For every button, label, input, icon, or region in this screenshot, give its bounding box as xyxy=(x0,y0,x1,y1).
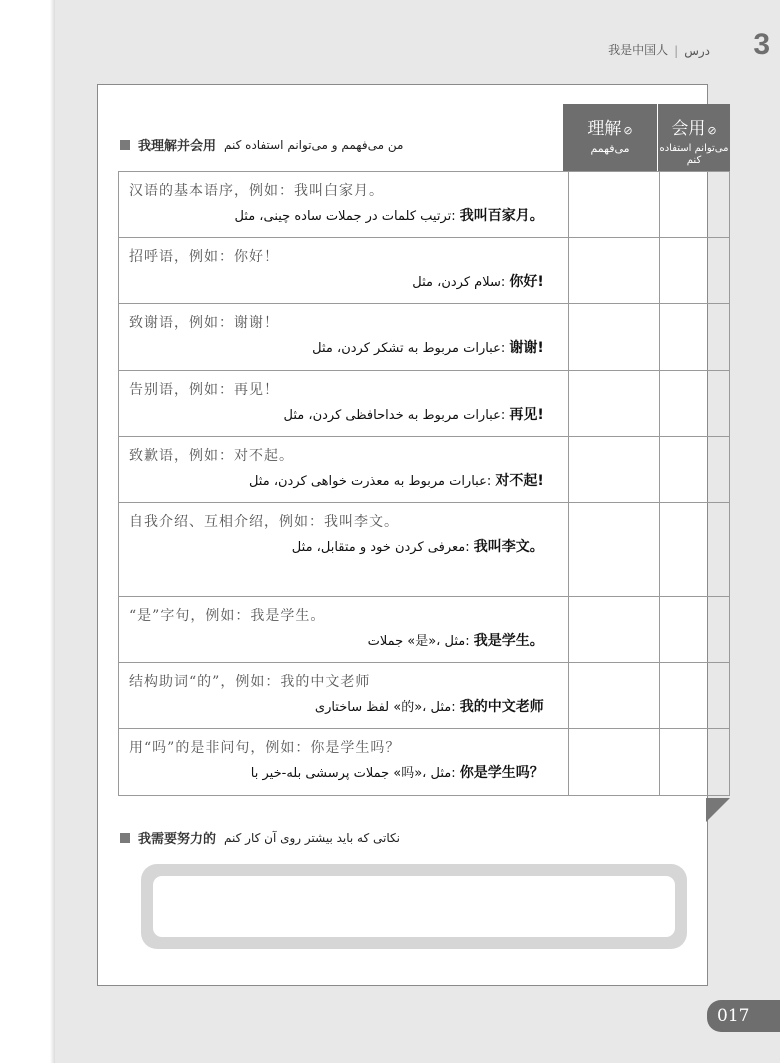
row-fa-label: سلام کردن، مثل: xyxy=(412,275,506,290)
use-label-cn: 会用 xyxy=(671,119,706,139)
check-circle-icon: ⊘ xyxy=(707,124,717,137)
row-fa-label: لفظ ساختاری «的»، مثل: xyxy=(314,700,456,715)
row-text-cn: 自我介绍、互相介绍，例如：我叫李文。 xyxy=(129,514,399,530)
row-text-cn: “是”字句，例如：我是学生。 xyxy=(129,608,326,624)
row-example: 我的中文老师 xyxy=(459,699,544,715)
row-fa-label: جملات پرسشی بله-خیر با «吗»، مثل: xyxy=(250,766,456,781)
row-description xyxy=(119,597,569,663)
row-example: 对不起! xyxy=(495,473,544,489)
square-bullet-icon xyxy=(120,833,130,843)
use-checkbox[interactable] xyxy=(659,238,729,304)
row-fa-label: معرفی کردن خود و متقابل، مثل: xyxy=(291,540,470,555)
row-text-fa xyxy=(129,631,558,652)
row-text-cn: 汉语的基本语序，例如：我叫白家月。 xyxy=(129,183,384,199)
section-title-cn: 我理解并会用 xyxy=(138,139,217,154)
understand-checkbox[interactable] xyxy=(568,437,659,503)
page-number: 017 xyxy=(707,1000,780,1032)
table-row xyxy=(119,503,730,597)
row-text-cn: 致歉语，例如：对不起。 xyxy=(129,448,294,464)
notes-box-frame xyxy=(141,864,687,949)
row-description xyxy=(119,437,569,503)
use-checkbox[interactable] xyxy=(659,597,729,663)
table-row xyxy=(119,597,730,663)
row-fa-label: ترتیب کلمات در جملات ساده چینی، مثل: xyxy=(234,209,456,224)
row-fa-label: عبارات مربوط به خداحافظی کردن، مثل: xyxy=(283,408,506,423)
section-understand-use xyxy=(120,135,403,154)
row-text-fa xyxy=(129,763,558,784)
row-example: 我叫百家月。 xyxy=(459,208,544,224)
use-checkbox[interactable] xyxy=(659,371,729,437)
understand-checkbox[interactable] xyxy=(568,663,659,729)
row-example: 再见! xyxy=(509,407,544,423)
understand-checkbox[interactable] xyxy=(568,597,659,663)
row-text-fa xyxy=(129,206,558,227)
row-text-cn: 结构助词“的”，例如：我的中文老师 xyxy=(129,674,371,690)
row-description xyxy=(119,503,569,597)
understand-label-cn: 理解 xyxy=(587,119,622,139)
table-row xyxy=(119,437,730,503)
section-title-fa: من می‌فهمم و می‌توانم استفاده کنم xyxy=(224,137,404,152)
section2-title-cn: 我需要努力的 xyxy=(138,832,217,847)
row-description xyxy=(119,238,569,304)
row-text-cn: 用“吗”的是非问句，例如：你是学生吗？ xyxy=(129,740,401,756)
row-text-fa xyxy=(129,405,558,426)
section-need-effort xyxy=(120,828,400,847)
table-row xyxy=(119,238,730,304)
row-text-cn: 致谢语，例如：谢谢！ xyxy=(129,315,279,331)
row-description xyxy=(119,371,569,437)
table-row xyxy=(119,172,730,238)
assessment-table xyxy=(118,171,730,796)
row-text-cn: 告别语，例如：再见！ xyxy=(129,382,279,398)
table-row xyxy=(119,371,730,437)
row-text-cn: 招呼语，例如：你好！ xyxy=(129,249,279,265)
section2-title-fa: نکاتی که باید بیشتر روی آن کار کنم xyxy=(224,830,400,845)
use-checkbox[interactable] xyxy=(659,172,729,238)
row-example: 我是学生。 xyxy=(473,633,544,649)
row-fa-label: عبارات مربوط به معذرت خواهی کردن، مثل: xyxy=(248,474,492,489)
row-description xyxy=(119,663,569,729)
notes-input-area[interactable] xyxy=(153,876,675,937)
row-fa-label: جملات «是»، مثل: xyxy=(367,634,470,649)
header-separator: | xyxy=(674,44,679,58)
understand-checkbox[interactable] xyxy=(568,172,659,238)
row-example: 你是学生吗？ xyxy=(459,765,544,781)
row-example: 我叫李文。 xyxy=(473,539,544,555)
row-example: 你好! xyxy=(509,274,544,290)
understand-checkbox[interactable] xyxy=(568,238,659,304)
table-row xyxy=(119,304,730,371)
page-header xyxy=(608,28,770,66)
lesson-label-fa: درس xyxy=(684,44,710,58)
row-fa-label: عبارات مربوط به تشکر کردن، مثل: xyxy=(312,341,506,356)
row-description xyxy=(119,304,569,371)
row-text-fa xyxy=(129,537,558,558)
understand-checkbox[interactable] xyxy=(568,304,659,371)
check-circle-icon: ⊘ xyxy=(623,124,633,137)
column-header-use xyxy=(658,104,730,172)
row-text-fa xyxy=(129,471,558,492)
understand-label-fa: می‌فهمم xyxy=(590,142,630,155)
lesson-title-cn: 我是中国人 xyxy=(608,43,669,57)
row-text-fa xyxy=(129,338,558,359)
use-label-fa: می‌توانم استفاده کنم xyxy=(659,143,729,166)
understand-checkbox[interactable] xyxy=(568,371,659,437)
use-checkbox[interactable] xyxy=(659,503,729,597)
column-header-understand xyxy=(563,104,657,172)
row-description xyxy=(119,729,569,796)
use-checkbox[interactable] xyxy=(659,663,729,729)
use-checkbox[interactable] xyxy=(659,304,729,371)
row-description xyxy=(119,172,569,238)
use-checkbox[interactable] xyxy=(659,437,729,503)
square-bullet-icon xyxy=(120,140,130,150)
use-checkbox[interactable] xyxy=(659,729,729,796)
table-row xyxy=(119,729,730,796)
understand-checkbox[interactable] xyxy=(568,503,659,597)
row-text-fa xyxy=(129,272,558,293)
row-example: 谢谢! xyxy=(509,340,544,356)
understand-checkbox[interactable] xyxy=(568,729,659,796)
table-row xyxy=(119,663,730,729)
row-text-fa xyxy=(129,697,558,718)
lesson-number: 3 xyxy=(753,28,770,61)
